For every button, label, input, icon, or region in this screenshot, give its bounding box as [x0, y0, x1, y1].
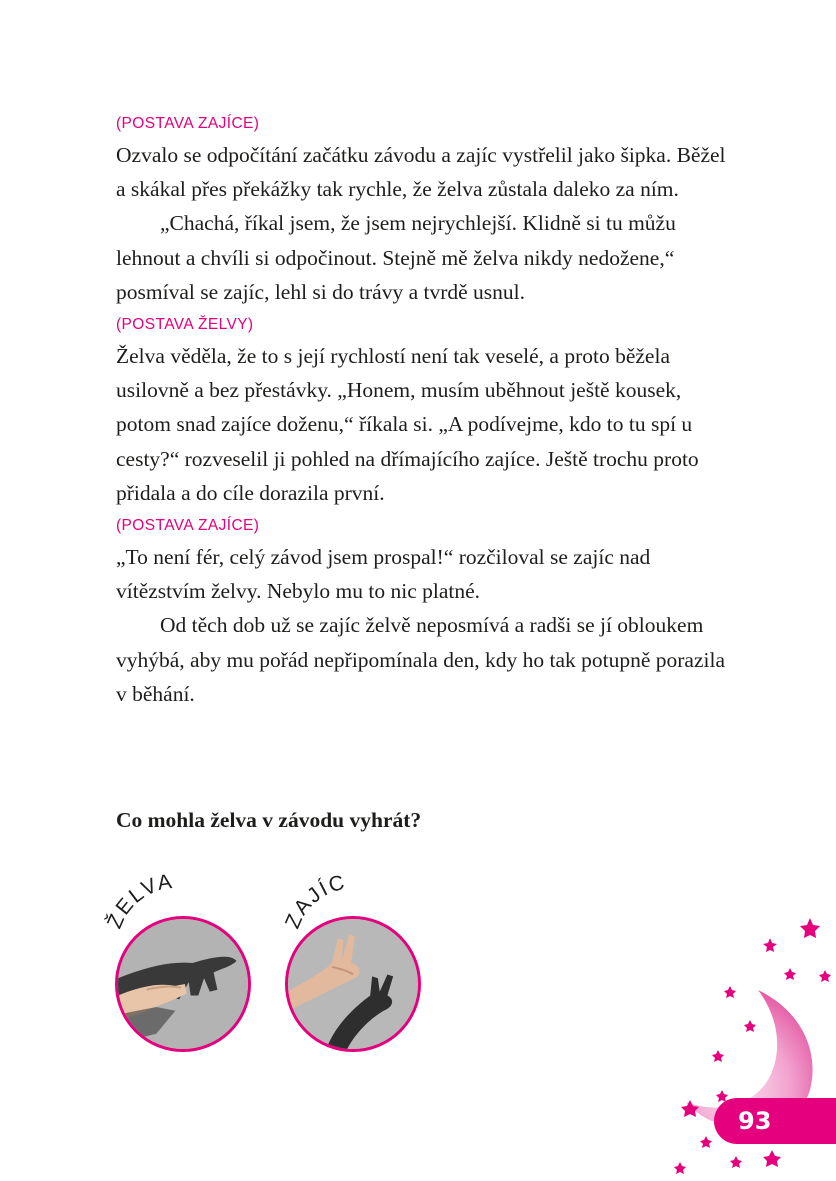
story-text — [116, 108, 736, 711]
paragraph: Od těch dob už se zajíc želvě neposmívá a radši se jí obloukem vyhýbá, aby mu pořád nepřipomínala den, kdy ho tak potupně porazila v běhání. — [116, 613, 726, 706]
role-label-rabbit: (POSTAVA ZAJÍCE) — [116, 115, 260, 132]
svg-text:ŽELVA: ŽELVA — [103, 869, 176, 932]
paragraph: „To není fér, celý závod jsem prospal!“ rozčiloval se zajíc nad vítězstvím želvy. Nebylo mu to nic platné. — [116, 545, 651, 604]
page-number-tab — [714, 1098, 836, 1144]
rabbit-shadow-photo — [285, 916, 421, 1052]
role-label-rabbit: (POSTAVA ZAJÍCE) — [116, 517, 260, 535]
turtle-hand-shadow-image — [118, 919, 248, 1049]
paragraph: „Chachá, říkal jsem, že jsem nejrychlejší. Klidně si tu můžu lehnout a chvíli si odpočinout. Stejně mě želva nikdy nedožene,“ posmíval se zajíc, lehl si do trávy a tvrdě usnul. — [116, 211, 676, 304]
page-number: 93 — [738, 1107, 772, 1135]
rabbit-hand-shadow-image — [288, 919, 418, 1049]
role-label-turtle: (POSTAVA ŽELVY) — [116, 316, 254, 334]
svg-text:ZAJÍC: ZAJÍC — [281, 870, 349, 932]
paragraph: Ozvalo se odpočítání začátku závodu a zajíc vystřelil jako šipka. Běžel a skákal přes překážky tak rychle, že želva zůstala daleko za ním. — [116, 143, 726, 202]
paragraph: Želva věděla, že to s její rychlostí není tak veselé, a proto běžela usilovně a bez přestávky. „Honem, musím uběhnout ještě kousek, potom snad zajíce doženu,“ říkala si. „A podívejme, kdo to tu spí u cesty?“ rozveselil ji pohled na dřímajícího zajíce. Ještě trochu proto přidala a do cíle dorazila první. — [116, 344, 699, 505]
turtle-shadow-photo — [115, 916, 251, 1052]
question-text: Co mohla želva v závodu vyhrát? — [116, 808, 422, 832]
